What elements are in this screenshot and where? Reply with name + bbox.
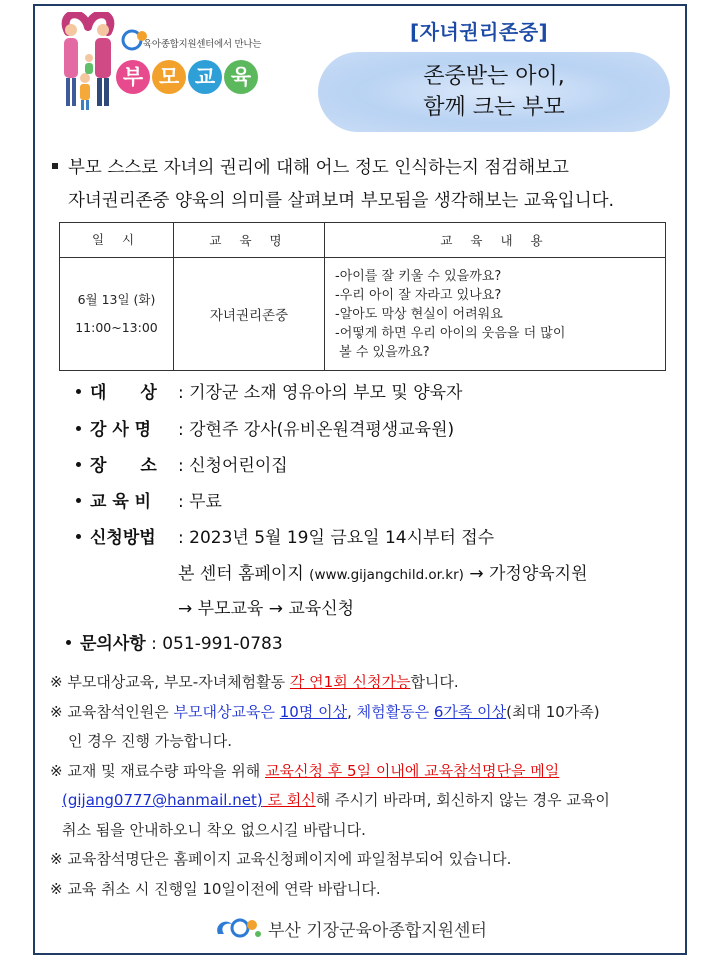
note-2-parent-min: 10명 이상 <box>279 702 348 721</box>
note-3-line-2 <box>50 786 690 816</box>
notes-section <box>50 668 690 904</box>
target-value: : 기장군 소재 영유아의 부모 및 양육자 <box>178 383 463 403</box>
content-item: 볼 수 있을까요? <box>335 344 430 360</box>
table-header-row <box>60 223 666 258</box>
intro-line-1: 부모 스스로 자녀의 권리에 대해 어느 정도 인식하는지 점검해보고 <box>68 158 569 178</box>
category-badge: [자녀권리존중] <box>410 20 549 44</box>
content-item: -아이를 잘 키울 수 있을까요? <box>335 268 502 284</box>
logo-char-2: 모 <box>152 60 186 94</box>
lecturer-label: 강 사 명 <box>90 420 152 440</box>
note-3-text: ※ 교재 및 재료수량 파악을 위해 <box>50 761 266 780</box>
note-3-reply: 로 회신 <box>262 791 316 809</box>
square-bullet-icon <box>52 163 58 169</box>
logo-char-1: 부 <box>116 60 150 94</box>
note-3-line-3: 취소 됨을 안내하오니 착오 없으시길 바랍니다. <box>62 820 366 839</box>
note-2-max: (최대 10가족) <box>506 702 600 721</box>
note-2-activity-min: 6가족 이상 <box>433 702 507 721</box>
info-lecturer <box>76 415 454 440</box>
content-item: -우리 아이 잘 자라고 있나요? <box>335 287 502 303</box>
note-1-end: 합니다. <box>410 673 459 691</box>
content-item: -어떻게 하면 우리 아이의 웃음을 더 많이 <box>335 325 566 341</box>
note-2-sep: , <box>347 702 357 721</box>
cell-course: 자녀권리존중 <box>174 258 325 371</box>
apply-path-1: → 가정양육지원 <box>469 564 588 584</box>
place-label: 장 소 <box>90 456 171 476</box>
header-content: 교 육 내 용 <box>325 223 666 258</box>
apply-value: : 2023년 5월 19일 금요일 14시부터 접수 <box>178 528 495 548</box>
header-course: 교 육 명 <box>174 223 325 258</box>
info-target <box>76 378 462 403</box>
note-2-activity: 체험활동은 <box>356 702 434 721</box>
logo-title <box>116 60 258 94</box>
info-apply <box>76 523 494 548</box>
note-3-rest: 해 주시기 바라며, 회신하지 않는 경우 교육이 <box>315 791 610 809</box>
lecturer-value: : 강현주 강사(유비온원격평생교육원) <box>178 420 455 440</box>
apply-label: 신청방법 <box>90 528 156 548</box>
note-1 <box>50 668 690 698</box>
note-5: ※ 교육 취소 시 진행일 10일이전에 연락 바랍니다. <box>50 879 381 898</box>
info-place <box>76 451 288 476</box>
note-2 <box>50 698 690 728</box>
info-contact <box>66 629 283 654</box>
fee-label: 교 육 비 <box>90 492 152 512</box>
table-row <box>60 258 666 371</box>
contact-value: : 051-991-0783 <box>151 634 283 654</box>
fee-value: : 무료 <box>178 492 222 512</box>
apply-homepage: 본 센터 홈페이지 <box>178 564 304 584</box>
logo-subtitle: 육아종합지원센터에서 만나는 <box>143 39 262 50</box>
note-3 <box>50 757 690 787</box>
note-1-highlight: 각 연1회 신청가능 <box>289 673 411 691</box>
slogan-line-2: 함께 크는 부모 <box>423 95 565 120</box>
note-4: ※ 교육참석명단은 홈페이지 교육신청페이지에 파일첨부되어 있습니다. <box>50 850 512 868</box>
header-datetime: 일 시 <box>60 223 174 258</box>
cell-datetime <box>60 258 174 371</box>
bullet-icon <box>76 534 81 539</box>
bullet-icon <box>76 389 81 394</box>
note-3-highlight: 교육신청 후 5일 이내에 교육참석명단을 메일 <box>265 761 560 780</box>
intro-text <box>52 152 682 218</box>
note-1-text: ※ 부모대상교육, 부모-자녀체험활동 <box>50 673 290 691</box>
bullet-icon <box>76 462 81 467</box>
intro-line-2: 자녀권리존중 양육의 의미를 살펴보며 부모됨을 생각해보는 교육입니다. <box>68 191 615 211</box>
note-2-parent: 부모대상교육은 <box>173 702 280 721</box>
target-label: 대 상 <box>90 383 171 403</box>
contact-label: 문의사항 <box>80 634 146 654</box>
slogan-line-1: 존중받는 아이, <box>423 64 565 89</box>
info-fee <box>76 487 222 512</box>
center-logo-icon <box>212 914 262 942</box>
cell-content <box>325 258 666 371</box>
bullet-icon <box>76 426 81 431</box>
note-2-text: ※ 교육참석인원은 <box>50 702 174 721</box>
note-2-line-2: 인 경우 진행 가능합니다. <box>68 732 232 750</box>
info-apply-line-2 <box>178 559 588 584</box>
content-item: -알아도 막상 현실이 어려워요 <box>335 306 503 322</box>
email-link[interactable]: (gijang0777@hanmail.net) <box>62 791 263 809</box>
program-logo <box>58 12 268 122</box>
bullet-icon <box>76 498 81 503</box>
slogan-banner <box>318 52 670 132</box>
schedule-time: 11:00~13:00 <box>75 320 158 335</box>
place-value: : 신청어린이집 <box>178 456 288 476</box>
logo-char-4: 육 <box>224 60 258 94</box>
apply-path-2: → 부모교육 → 교육신청 <box>178 599 355 619</box>
footer-org-name: 부산 기장군육아종합지원센터 <box>268 920 487 941</box>
footer-org <box>212 914 487 942</box>
logo-char-3: 교 <box>188 60 222 94</box>
bullet-icon <box>66 640 71 645</box>
schedule-table <box>59 222 666 371</box>
apply-url-link[interactable]: (www.gijangchild.or.kr) <box>309 567 464 583</box>
schedule-date: 6월 13일 (화) <box>77 292 156 307</box>
